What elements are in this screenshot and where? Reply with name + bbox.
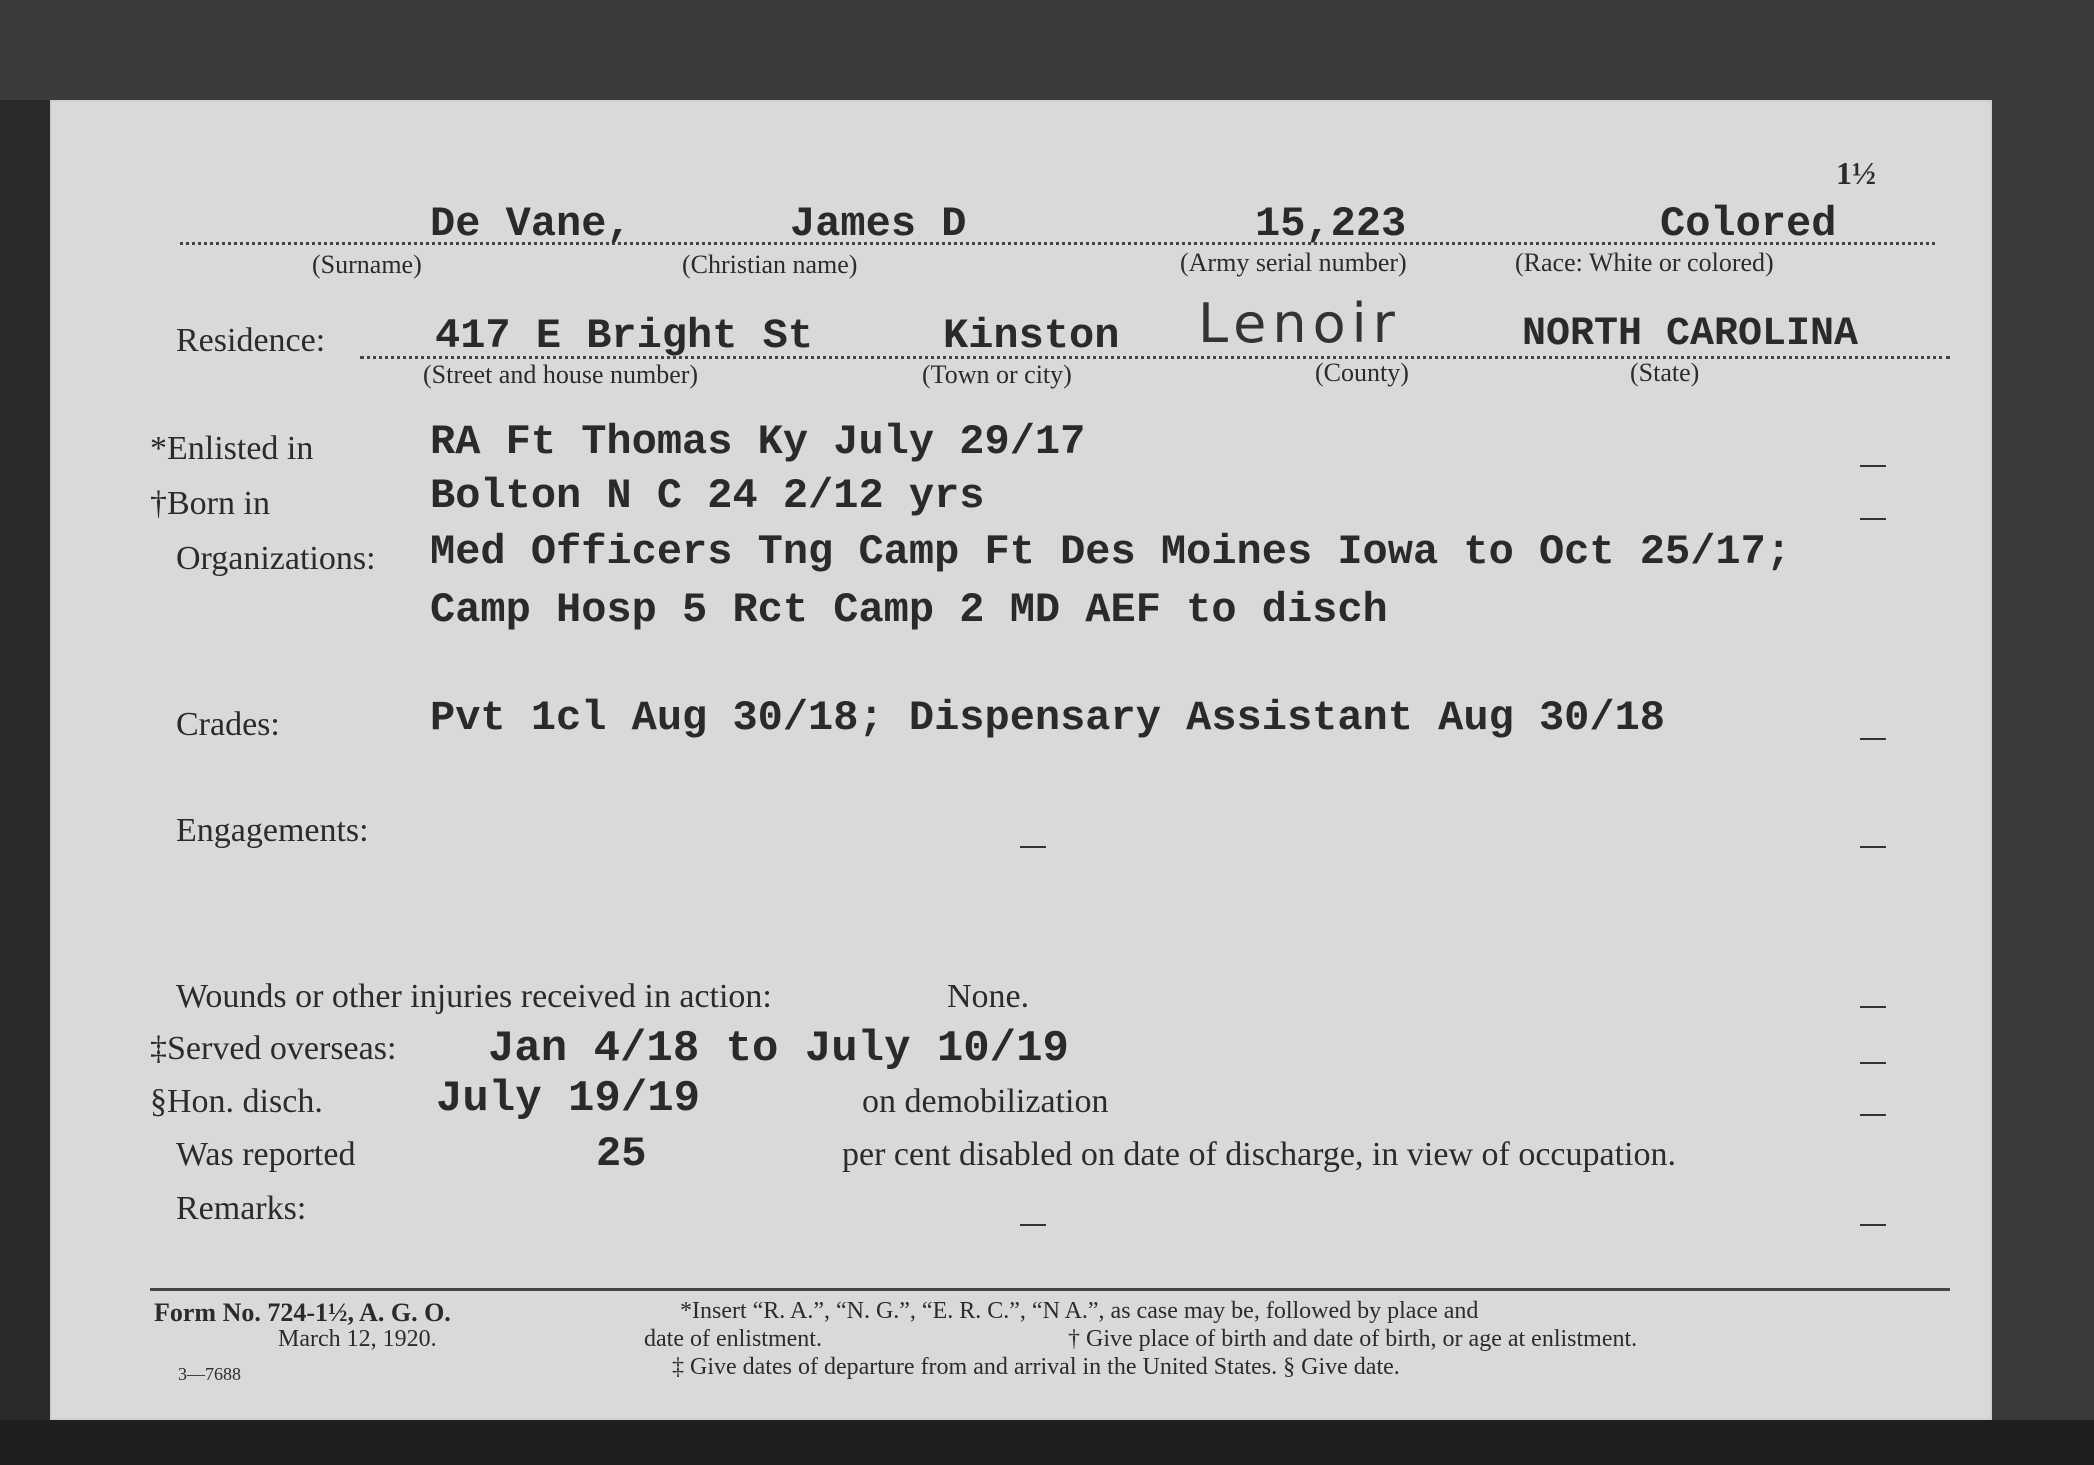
reported-suffix: per cent disabled on date of discharge, in view of occupation. [842, 1136, 1676, 1173]
footnote-line-2b: † Give place of birth and date of birth, or age at enlistment. [1068, 1326, 1638, 1352]
remarks-label: Remarks: [176, 1190, 307, 1227]
hon-disch-value: July 19/19 [436, 1074, 701, 1124]
hon-disch-suffix: on demobilization [862, 1083, 1109, 1120]
surname-value: De Vane, [430, 200, 632, 248]
surname-caption: (Surname) [312, 250, 422, 279]
reported-label: Was reported [176, 1136, 356, 1173]
remarks-dash [1860, 1224, 1886, 1226]
scan-background-right [1992, 100, 2094, 1465]
street-caption: (Street and house number) [423, 360, 699, 389]
scan-background-bottom [0, 1420, 2094, 1465]
county-caption: (County) [1315, 358, 1409, 387]
enlisted-value: RA Ft Thomas Ky July 29/17 [430, 418, 1086, 466]
scan-background-top [0, 0, 2094, 100]
town-caption: (Town or city) [922, 360, 1072, 389]
born-value: Bolton N C 24 2/12 yrs [430, 472, 985, 520]
reported-value: 25 [596, 1130, 647, 1178]
engagements-center-dash [1020, 846, 1046, 848]
footnote-line-2a: date of enlistment. [644, 1326, 822, 1352]
race-caption: (Race: White or colored) [1515, 248, 1774, 277]
residence-label: Residence: [176, 322, 326, 359]
town-value: Kinston [943, 312, 1120, 360]
overseas-label: ‡Served overseas: [150, 1030, 397, 1067]
grades-value: Pvt 1cl Aug 30/18; Dispensary Assistant Aug 30/18 [430, 694, 1666, 742]
overseas-dash [1860, 1062, 1886, 1064]
engagements-label: Engagements: [176, 812, 369, 849]
organizations-line-2: Camp Hosp 5 Rct Camp 2 MD AEF to disch [430, 586, 1388, 634]
engagements-dash [1860, 846, 1886, 848]
state-caption: (State) [1630, 358, 1700, 387]
footnote-line-3: ‡ Give dates of departure from and arrival in the United States. § Give date. [672, 1354, 1400, 1380]
christian-name-caption: (Christian name) [682, 250, 858, 279]
organizations-label: Organizations: [176, 540, 376, 577]
wounds-dash [1860, 1006, 1886, 1008]
born-label: †Born in [150, 485, 270, 522]
organizations-line-1: Med Officers Tng Camp Ft Des Moines Iowa to Oct 25/17; [430, 528, 1792, 576]
enlisted-label: *Enlisted in [150, 430, 314, 467]
hon-disch-label: §Hon. disch. [150, 1083, 323, 1120]
form-number: Form No. 724-1½, A. G. O. [154, 1298, 451, 1327]
form-date: March 12, 1920. [278, 1326, 437, 1352]
corner-mark: 1½ [1836, 155, 1876, 191]
race-value: Colored [1660, 200, 1837, 248]
overseas-value: Jan 4/18 to July 10/19 [488, 1024, 1069, 1074]
remarks-center-dash [1020, 1224, 1046, 1226]
wounds-label: Wounds or other injuries received in action: [176, 978, 772, 1015]
enlisted-dash [1860, 465, 1886, 467]
serial-number-caption: (Army serial number) [1180, 248, 1407, 277]
grades-label: Crades: [176, 706, 280, 743]
wounds-value: None. [947, 978, 1030, 1015]
county-handwritten: Lenoir [1198, 292, 1401, 355]
street-value: 417 E Bright St [435, 312, 814, 360]
service-record-card [50, 100, 1992, 1420]
christian-name-value: James D [790, 200, 967, 248]
state-value: NORTH CAROLINA [1522, 312, 1859, 357]
grades-dash [1860, 738, 1886, 740]
serial-number-value: 15,223 [1255, 200, 1407, 248]
footnote-line-1: *Insert “R. A.”, “N. G.”, “E. R. C.”, “N A.”, as case may be, followed by place and [680, 1298, 1479, 1324]
print-code: 3—7688 [178, 1364, 241, 1384]
born-dash [1860, 518, 1886, 520]
hon-disch-dash [1860, 1114, 1886, 1116]
footer-rule [150, 1288, 1950, 1291]
